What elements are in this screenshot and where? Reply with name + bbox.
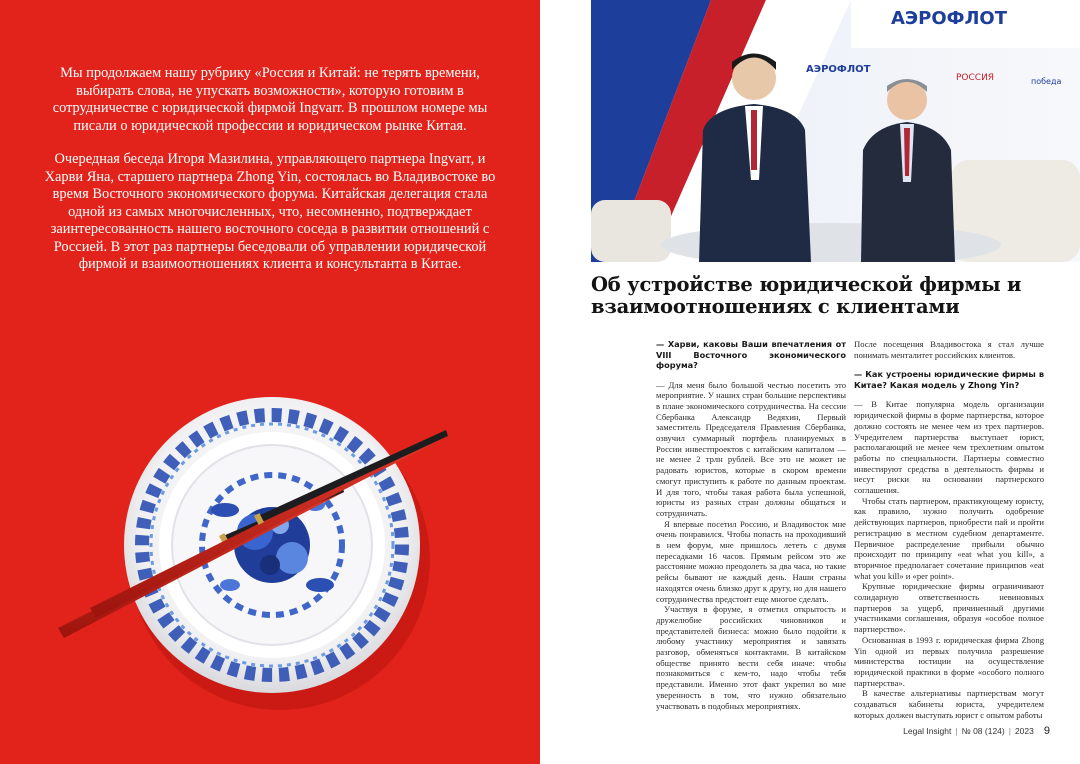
interview-photo: [591, 0, 1080, 262]
svg-text:РОССИЯ: РОССИЯ: [956, 73, 995, 83]
answer-2-paragraph-1: — В Китае популярна модель организации юридической фирмы в форме партнерства, которое должно состоять не менее чем из трех партнеров. Учредителем партнерства выступает юрист, располагающий не менее чем трехлетним опытом работы по специальности. Партнеры совместно инвестируют средства в деятельность фирмы и несут риски на основании партнерского соглашения.: [854, 399, 1044, 496]
svg-text:победа: победа: [1031, 77, 1062, 86]
page-footer: [903, 725, 1050, 737]
answer-2-paragraph-4: Основанная в 1993 г. юридическая фирма Zhong Yin одной из первых получила разрешение министерства юстиции на осуществление юридической практики в форме «особого полного партнерства».: [854, 634, 1044, 688]
article-title: Об устройстве юридической фирмы и взаимоотношениях с клиентами: [591, 273, 1022, 318]
magazine-name: Legal Insight: [903, 726, 952, 736]
answer-1-paragraph-2: Я впервые посетил Россию, и Владивосток мне очень понравился. Чтобы попасть на проходивший в нем форум, мне пришлось лететь с двумя пересадками 16 часов. Прямым рейсом это же расстояние можно преодолеть за два часа, но такие рейсы бывают не каждый день. Наши страны находятся очень близко друг к другу, но для нашего сотрудничества предстоит еще многое сделать.: [656, 518, 846, 604]
question-1: — Харви, каковы Ваши впечатления от VIII Восточного экономического форума?: [656, 339, 846, 370]
answer-1-paragraph-4: После посещения Владивостока я стал лучше понимать менталитет российских клиентов.: [854, 339, 1044, 360]
article-column-1: [656, 339, 846, 711]
footer-separator: |: [955, 726, 958, 736]
article-column-2: [854, 339, 1044, 721]
answer-2-paragraph-5: В качестве альтернативы партнерствам могут создаваться кабинеты юриста, учредителем которых должен выступать юрист с опытом работы: [854, 688, 1044, 720]
svg-text:АЭРОФЛОТ: АЭРОФЛОТ: [891, 8, 1008, 29]
plate-illustration: [130, 340, 450, 740]
question-2: — Как устроены юридические фирмы в Китае? Какая модель у Zhong Yin?: [854, 369, 1044, 390]
page-number: 9: [1043, 725, 1050, 737]
answer-1-paragraph-3: Участвуя в форуме, я отметил открытость и дружелюбие российских чиновников и представителей бизнеса: можно было подойти к любому участнику мероприятия и завязать разговор, обменяться контактами. В китайском обществе принято вести себя иначе: чтобы познакомиться с кем-то, надо чтобы тебя представили. Именно этот факт укрепил во мне уверенность в том, что нужно обязательно участвовать в подобных мероприятиях.: [656, 604, 846, 711]
intro-text: [40, 65, 500, 290]
intro-paragraph-2: Очередная беседа Игоря Мазилина, управляющего партнера Ingvarr, и Харви Яна, старшего партнера Zhong Yin, состоялась во Владивостоке во время Восточного экономического форума. Китайская делегация стала одной из самых многочисленных, что, несомненно, подтверждает заинтересованность нашего восточного соседа в развитии отношений с Россией. В этот раз партнеры беседовали об управлении юридической фирмой и взаимоотношениях клиента и консультанта в Китае.: [44, 151, 496, 272]
plate-with-chopsticks-image: [30, 340, 450, 764]
issue-year: 2023: [1014, 726, 1034, 736]
right-page: [540, 0, 1080, 764]
intro-paragraph-1: Мы продолжаем нашу рубрику «Россия и Китай: не терять времени, выбирать слова, не упускать возможности», которую готовим в сотрудничестве с юридической фирмой Ingvarr. В прошлом номере мы писали о юридической профессии и юридическом рынке Китая.: [52, 65, 488, 134]
answer-1-paragraph-1: — Для меня было большой честью посетить это мероприятие. У наших стран большие перспективы в плане экономического сотрудничества. На сессии Сбербанка Александр Ведяхин, Первый заместитель Председателя Правления Сбербанка, озвучил суммарный портфель планируемых в России инвестпроектов с китайским капиталом — не менее 2 трлн рублей. Все это не может не радовать юристов, которые в скором времени смогут приступить к работе по данным проектам. И для того, чтобы такая работа была успешной, юристы из разных стран должны общаться и сотрудничать.: [656, 379, 846, 518]
answer-2-paragraph-2: Чтобы стать партнером, практикующему юристу, как правило, нужно получить одобрение действующих партнеров, приобрести пай и пройти регистрацию в местном судебном департаменте. Первичное распределение прибыли обычно происходит по принципу «eat what you kill», а вторичное предполагает сочетание принципов «eat what you kill» и «per point».: [854, 495, 1044, 581]
svg-text:АЭРОФЛОТ: АЭРОФЛОТ: [806, 64, 871, 75]
issue-number: № 08 (124): [961, 726, 1005, 736]
answer-2-paragraph-3: Крупные юридические фирмы ограничивают солидарную ответственность невиновных партнеров за ущерб, причиненный другими участниками соглашения, образуя «особое полное партнерство».: [854, 581, 1044, 635]
photo-image: [591, 0, 1080, 262]
footer-separator: |: [1008, 726, 1011, 736]
